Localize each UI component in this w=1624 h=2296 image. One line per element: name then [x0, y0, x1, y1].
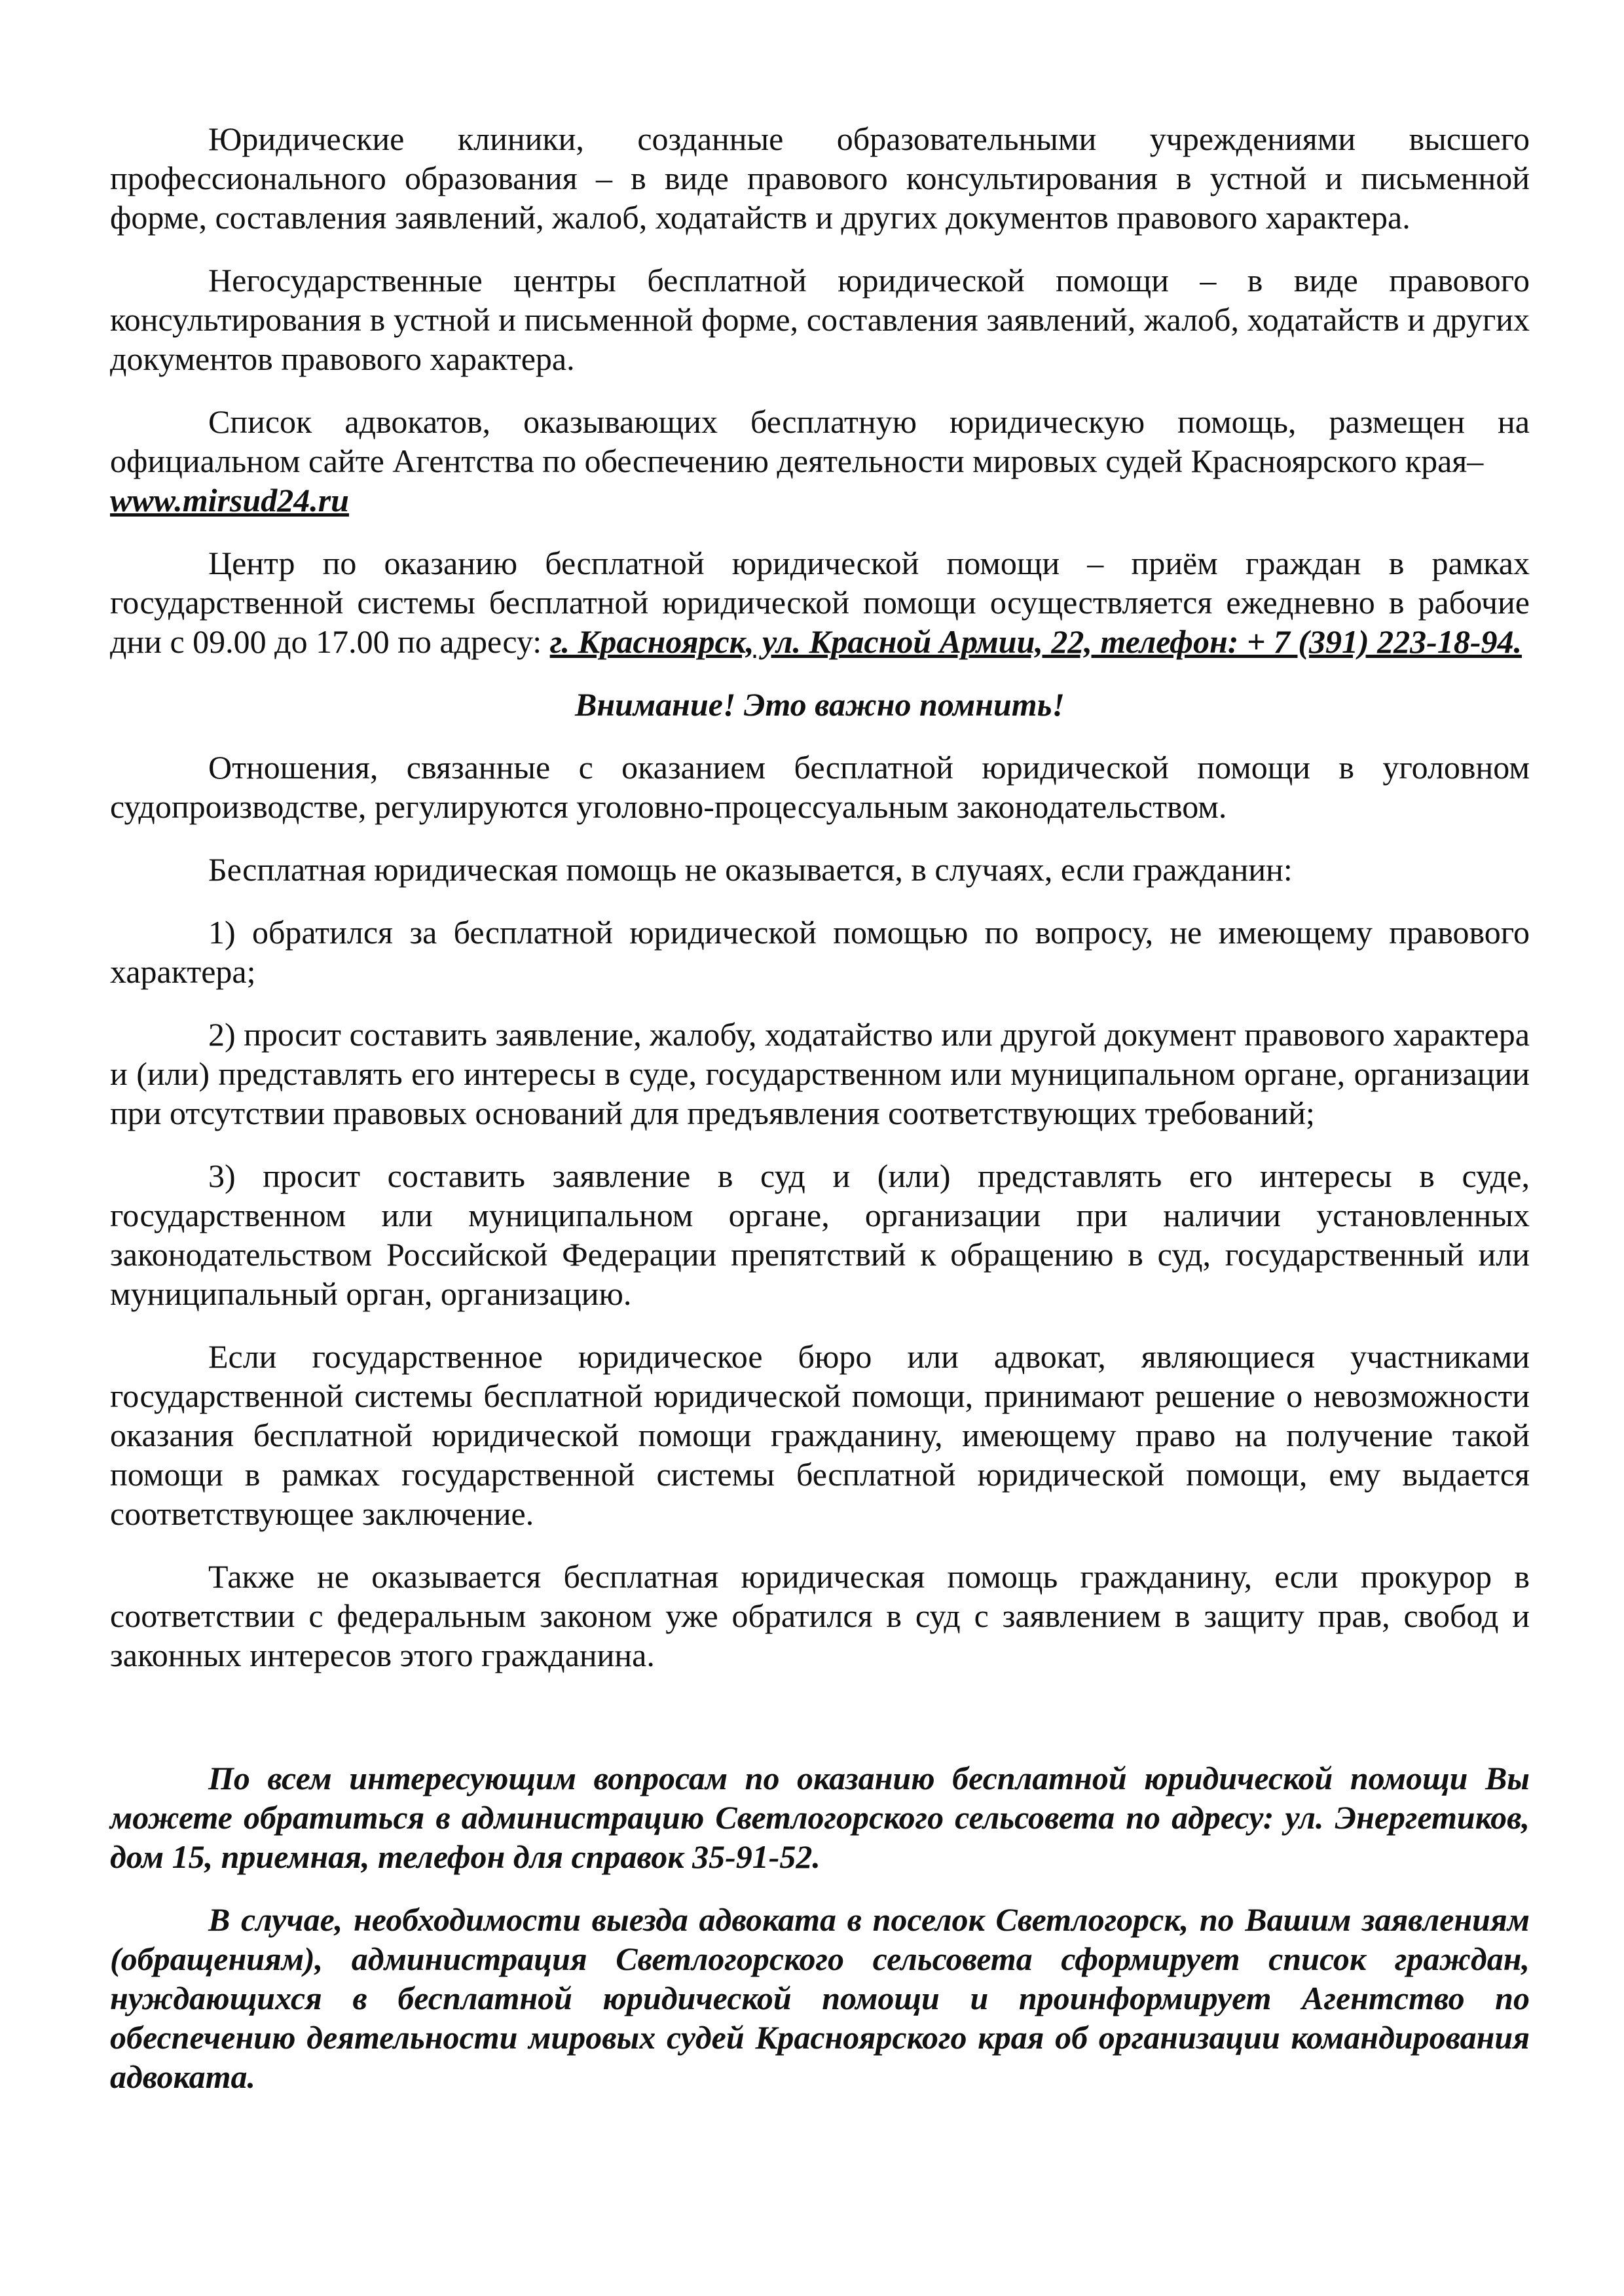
attention-heading: Внимание! Это важно помнить! [575, 686, 1065, 723]
list-item-3: 3) просит составить заявление в суд и (или) представлять его интересы в суде, государственном или муниципальном органе, организации при наличии установленных законодательством Российской Федерации препятствий к обращению в суд, государственный или муниципальный орган, организацию. [110, 1157, 1530, 1312]
lawyers-list-text: Список адвокатов, оказывающих бесплатную юридическую помощь, размещен на официальном сайте Агентства по обеспечению деятельности мировых судей Красноярского края– [110, 403, 1530, 479]
paragraph-criminal-proceedings: Отношения, связанные с оказанием бесплатной юридической помощи в уголовном судопроизводстве, регулируются уголовно-процессуальным законодательством. [110, 749, 1530, 825]
paragraph-lawyers-list [110, 402, 1530, 520]
paragraph-refusal-conclusion: Если государственное юридическое бюро или адвокат, являющиеся участниками государственной системы бесплатной юридической помощи, принимают решение о невозможности оказания бесплатной юридической помощи гражданину, имеющему право на получение такой помощи в рамках государственной системы бесплатной юридической помощи, ему выдается соответствующее заключение. [110, 1338, 1530, 1532]
paragraph-center-schedule [110, 543, 1530, 661]
mirsud-link[interactable]: www.mirsud24.ru [110, 482, 349, 519]
document-page [110, 119, 1530, 2120]
list-item-1: 1) обратился за бесплатной юридической помощью по вопросу, не имеющему правового характера; [110, 914, 1530, 990]
center-schedule-text: Центр по оказанию бесплатной юридической помощи – приём граждан в рамках государственной системы бесплатной юридической помощи осуществляется ежедневно в рабочие дни с 09.00 до 17.00 по адресу: [110, 545, 1530, 660]
paragraph-law-clinics: Юридические клиники, созданные образовательными учреждениями высшего профессионального образования – в виде правового консультирования в устной и письменной форме, составления заявлений, жалоб, ходатайств и других документов правового характера. [110, 120, 1530, 236]
paragraph-contact-administration: По всем интересующим вопросам по оказанию бесплатной юридической помощи Вы можете обратиться в администрацию Светлогорского сельсовета по адресу: ул. Энергетиков, дом 15, приемная, телефон для справок 35-91-52. [110, 1760, 1530, 1875]
list-item-2: 2) просит составить заявление, жалобу, ходатайство или другой документ правового характера и (или) представлять его интересы в суде, государственном или муниципальном органе, организации при отсутствии правовых оснований для предъявления соответствующих требований; [110, 1016, 1530, 1131]
paragraph-nongov-centers: Негосударственные центры бесплатной юридической помощи – в виде правового консультирования в устной и письменной форме, составления заявлений, жалоб, ходатайств и других документов правового характера. [110, 262, 1530, 377]
paragraph-prosecutor: Также не оказывается бесплатная юридическая помощь гражданину, если прокурор в соответствии с федеральным законом уже обратился в суд с заявлением в защиту прав, свобод и законных интересов этого гражданина. [110, 1558, 1530, 1673]
paragraph-not-provided: Бесплатная юридическая помощь не оказывается, в случаях, если гражданин: [208, 851, 1293, 888]
paragraph-lawyer-visit: В случае, необходимости выезда адвоката в поселок Светлогорск, по Вашим заявлениям (обращениям), администрация Светлогорского сельсовета сформирует список граждан, нуждающихся в бесплатной юридической помощи и проинформирует Агентство по обеспечению деятельности мировых судей Красноярского края об организации командирования адвоката. [110, 1901, 1530, 2095]
spacer [110, 1698, 1530, 1758]
center-address: г. Красноярск, ул. Красной Армии, 22, телефон: + 7 (391) 223-18-94. [549, 623, 1522, 660]
